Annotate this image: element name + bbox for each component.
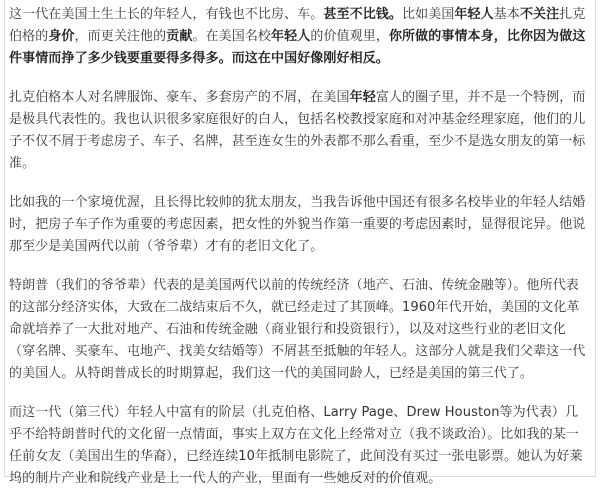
paragraph-text: 比如我的一个家境优渥，且长得比较帅的犹太朋友，当我告诉他中国还有很多名校毕业的年轻人结婚时，把房子车子作为重要的考虑因素，把女性的外貌当作第一重要的考虑因素时，显得很诧异。他说那至少是美国两代以前（爷爷辈）才有的老旧文化了。	[9, 195, 586, 254]
paragraph-text: 特朗普（我们的爷爷辈）代表的是美国两代以前的传统经济（地产、石油、传统金融等）。他所代表的这部分经济实体，大致在二战结束后不久，就已经走过了其顶峰。1960年代开始，美国的文化革命就培养了一大批对地产、石油和传统金融（商业银行和投资银行），以及对这些行业的老旧文化（穿名牌、买豪车、屯地产、找美女结婚等）不屑甚至抵触的年轻人。这部分人就是我们父辈这一代的美国人。从特朗普成长的时期算起，我们这一代的美国同龄人，已经是美国的第三代了。	[9, 278, 586, 381]
paragraph-text: 扎克伯格的	[9, 7, 586, 44]
paragraph-text: 扎克伯格本人对名牌服饰、豪车、多套房产的不屑，在美国	[9, 90, 350, 105]
paragraph-text: ，而更关注他的	[74, 29, 167, 44]
bold-emphasis: 甚至不比钱。	[323, 7, 403, 22]
paragraph-text: 这一代在美国土生土长的年轻人，有钱也不比房、车。	[9, 7, 324, 22]
paragraph-text: 的价值观里，	[310, 29, 389, 44]
paragraph-text: 富人的圈子里，并不是一个特例，而是极具代表性的。我也认识很多家庭很好的白人，包括名校教授家庭和对冲基金经理家庭，他们的儿子不仅不屑于考虑房子、车子、名牌，甚至连女生的外表都不那么看重，至少不是选女朋友的第一标准。	[9, 90, 586, 171]
paragraph-text: 而这一代（第三代）年轻人中富有的阶层（扎克伯格、Larry Page、Drew Houston等为代表）几乎不给特朗普时代的文化留一点情面，事实上双方在文化上经常对立（我不谈政治）。比如我的某一任前女友（美国出生的华裔），已经连续10年抵制电影院了，此间没有买过一张电影票。她认为好莱坞的制片产业和院线产业是上一代人的产业，里面有一些她反对的价值观。	[9, 405, 583, 486]
paragraph-text: 基本	[493, 7, 520, 22]
bold-emphasis: 你所做的事情本身，比你因为做这件事情而挣了多少钱要重要得多得多。而这在中国好像刚好相反。	[9, 29, 586, 66]
bold-emphasis: 身价	[48, 29, 75, 44]
bold-emphasis: 不关注	[519, 7, 560, 22]
article-paragraph	[9, 192, 589, 258]
bold-emphasis: 年轻人	[271, 29, 311, 44]
bold-emphasis: 年轻人	[454, 7, 494, 22]
bold-emphasis: 贡献	[166, 29, 193, 44]
article-paragraph	[9, 4, 589, 70]
article-paragraph	[9, 275, 589, 385]
paragraph-text: 比如美国	[402, 7, 455, 22]
article-page	[4, 0, 596, 486]
paragraph-text: 。在美国名校	[192, 29, 272, 44]
article-paragraph	[9, 87, 589, 175]
bold-emphasis: 年轻	[349, 90, 376, 105]
